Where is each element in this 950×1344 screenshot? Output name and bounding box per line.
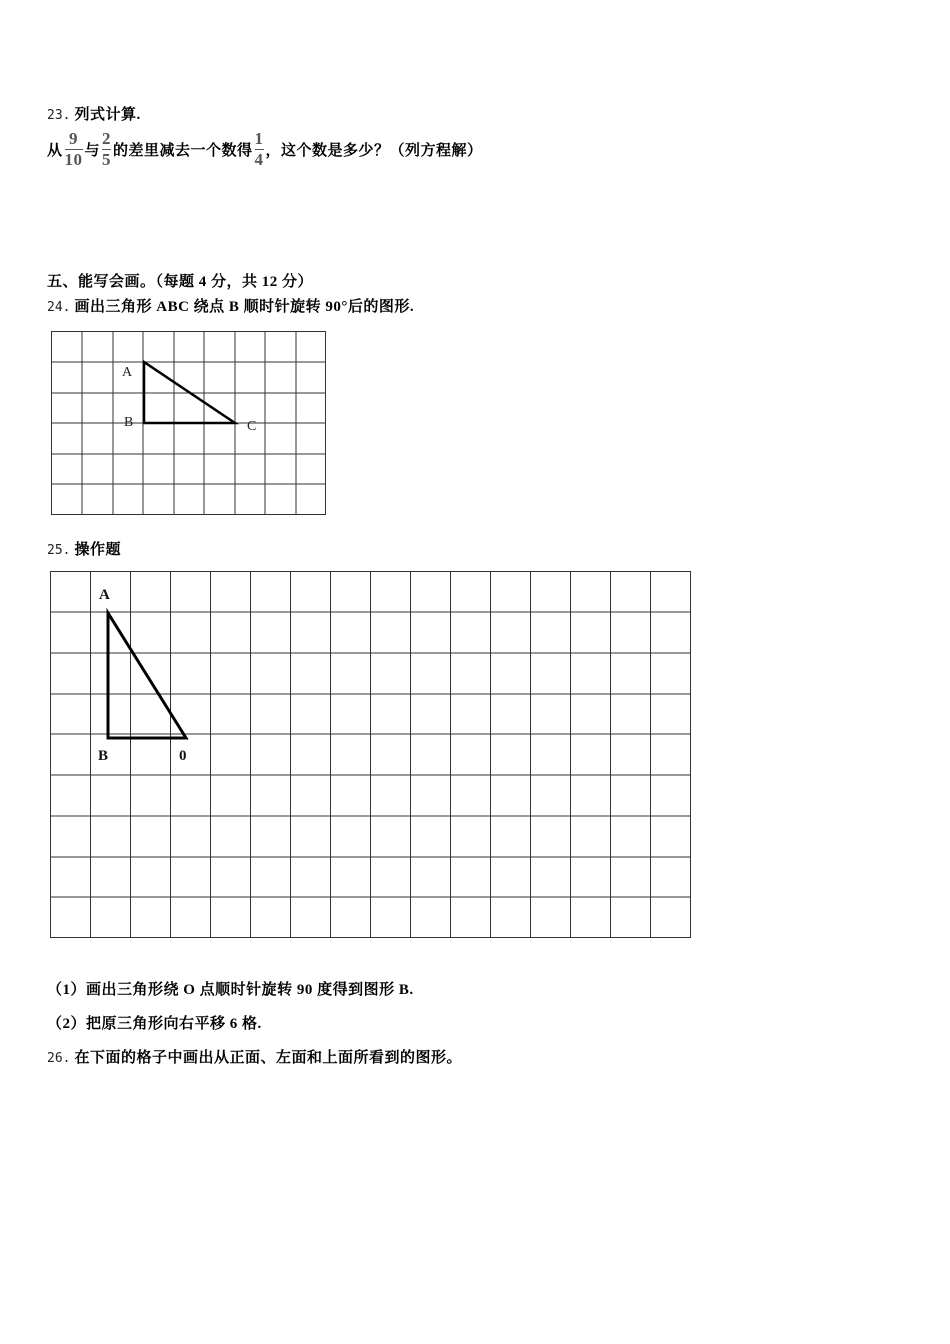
label-c: C bbox=[247, 419, 257, 434]
fraction-denominator: 10 bbox=[64, 150, 83, 169]
fraction-numerator: 1 bbox=[254, 129, 264, 148]
q25-grid bbox=[51, 572, 691, 938]
section-5-heading: 五、能写会画。（每题 4 分，共 12 分） bbox=[47, 274, 314, 290]
q23-number: 23. bbox=[47, 108, 71, 123]
fraction-2-5 bbox=[102, 130, 111, 169]
fraction-denominator: 4 bbox=[254, 150, 264, 169]
q23-middle: 的差里减去一个数得 bbox=[113, 143, 253, 159]
triangle-abo bbox=[108, 613, 186, 738]
label-a: A bbox=[122, 365, 133, 380]
q23-suffix: ，这个数是多少？（列方程解） bbox=[265, 143, 483, 159]
q26-number: 26. bbox=[47, 1051, 71, 1066]
q25-title: 操作题 bbox=[74, 542, 121, 558]
label-b: B bbox=[124, 415, 134, 430]
q25-heading bbox=[47, 538, 121, 559]
q26-heading bbox=[47, 1046, 462, 1067]
fraction-denominator: 5 bbox=[102, 150, 112, 169]
fraction-numerator: 9 bbox=[69, 129, 79, 148]
q24-number: 24. bbox=[47, 300, 71, 315]
q24-grid-figure bbox=[50, 330, 328, 517]
q23-problem-line bbox=[47, 130, 483, 169]
label-o: 0 bbox=[179, 748, 187, 764]
q23-connector: 与 bbox=[84, 143, 101, 159]
q23-prefix: 从 bbox=[47, 143, 63, 159]
q25-grid-figure bbox=[49, 570, 692, 940]
q23-heading bbox=[47, 103, 141, 124]
q26-text: 在下面的格子中画出从正面、左面和上面所看到的图形。 bbox=[74, 1050, 462, 1066]
fraction-9-10 bbox=[65, 130, 83, 169]
q23-title: 列式计算. bbox=[74, 107, 141, 123]
label-a: A bbox=[99, 587, 110, 603]
q25-task-1: （1）画出三角形绕 O 点顺时针旋转 90 度得到图形 B. bbox=[47, 982, 414, 998]
q24-heading bbox=[47, 295, 414, 316]
fraction-1-4 bbox=[255, 130, 264, 169]
q25-number: 25. bbox=[47, 543, 71, 558]
q25-task-2: （2）把原三角形向右平移 6 格. bbox=[47, 1016, 262, 1032]
fraction-numerator: 2 bbox=[102, 129, 112, 148]
q24-text: 画出三角形 ABC 绕点 B 顺时针旋转 90°后的图形. bbox=[74, 299, 415, 315]
label-b: B bbox=[98, 748, 109, 764]
